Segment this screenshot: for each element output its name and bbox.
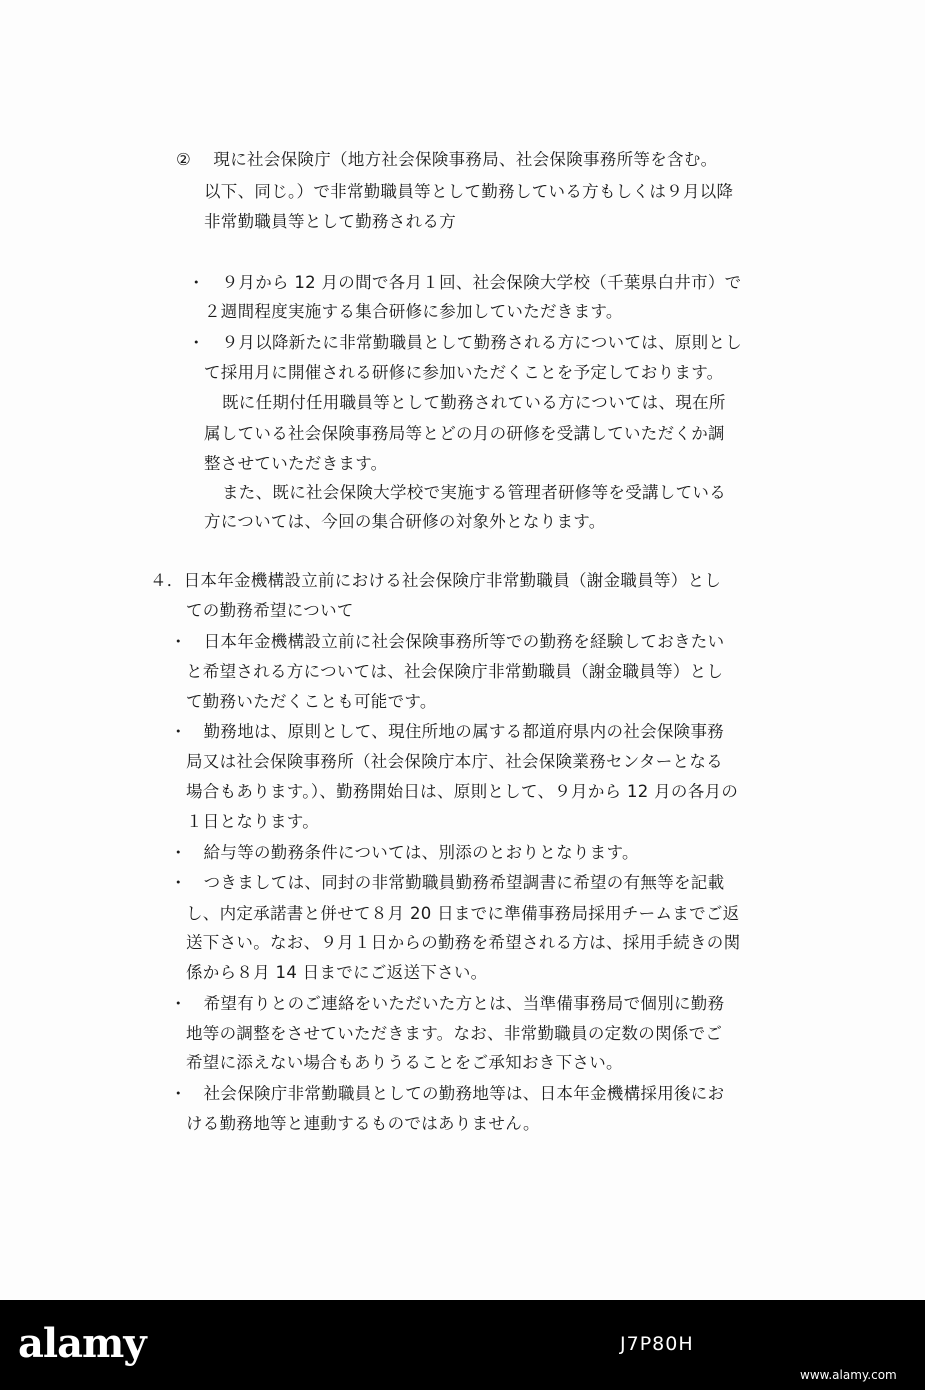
text-line: ・ 希望有りとのご連絡をいただいた方とは、当準備事務局で個別に勤務 [170,994,725,1013]
text-line: また、既に社会保険大学校で実施する管理者研修等を受講している [222,483,726,502]
text-line: ・ ９月から 12 月の間で各月１回、社会保険大学校（千葉県白井市）で [188,273,742,292]
image-id: J7P80H [620,1333,694,1355]
text-line: 以下、同じ。）で非常勤職員等として勤務している方もしくは９月以降 [204,182,734,201]
text-line: 地等の調整をさせていただきます。なお、非常勤職員の定数の関係でご [186,1024,723,1043]
text-line: ける勤務地等と連動するものではありません。 [186,1114,540,1133]
text-line: 希望に添えない場合もありうることをご承知おき下さい。 [186,1053,623,1072]
text-line: 属している社会保険事務局等とどの月の研修を受講していただくか調 [204,424,725,443]
text-line: て勤務いただくことも可能です。 [186,692,437,711]
text-line: ・ つきましては、同封の非常勤職員勤務希望調書に希望の有無等を記載 [170,873,725,892]
text-line: １日となります。 [186,812,320,831]
text-line: て採用月に開催される研修に参加いただくことを予定しております。 [204,363,724,382]
text-line: 既に任期付任用職員等として勤務されている方については、現在所 [222,393,726,412]
text-line: と希望される方については、社会保険庁非常勤職員（謝金職員等）とし [186,662,724,681]
text-line: ・ 勤務地は、原則として、現住所地の属する都道府県内の社会保険事務 [170,722,725,741]
text-line: し、内定承諾書と併せて８月 20 日までに準備事務局採用チームまでご返 [186,904,740,923]
text-line: 送下さい。なお、９月１日からの勤務を希望される方は、採用手続きの関 [186,933,741,952]
text-line: ・ ９月以降新たに非常勤職員として勤務される方については、原則とし [188,333,743,352]
alamy-logo: alamy [18,1320,146,1367]
section-heading: ４．日本年金機構設立前における社会保険庁非常勤職員（謝金職員等）とし [150,571,722,590]
text-line: ・ 社会保険庁非常勤職員としての勤務地等は、日本年金機構採用後にお [170,1084,725,1103]
watermark-url: www.alamy.com [800,1368,897,1382]
text-line: 係から８月 14 日までにご返送下さい。 [186,963,488,982]
text-line: 方については、今回の集合研修の対象外となります。 [204,512,606,531]
text-line: ・ 給与等の勤務条件については、別添のとおりとなります。 [170,843,639,862]
text-line: 整させていただきます。 [204,454,388,473]
text-line: ・ 日本年金機構設立前に社会保険事務所等での勤務を経験しておきたい [170,632,725,651]
text-line: 局又は社会保険事務所（社会保険庁本庁、社会保険業務センターとなる [186,752,723,771]
section-heading: ての勤務希望について [186,601,354,620]
text-line: 非常勤職員等として勤務される方 [204,212,456,231]
text-line: ２週間程度実施する集合研修に参加していただきます。 [204,302,623,321]
text-line: 場合もあります。）、勤務開始日は、原則として、９月から 12 月の各月の [186,782,739,801]
text-line: ② 現に社会保険庁（地方社会保険事務局、社会保険事務所等を含む。 [176,150,718,169]
